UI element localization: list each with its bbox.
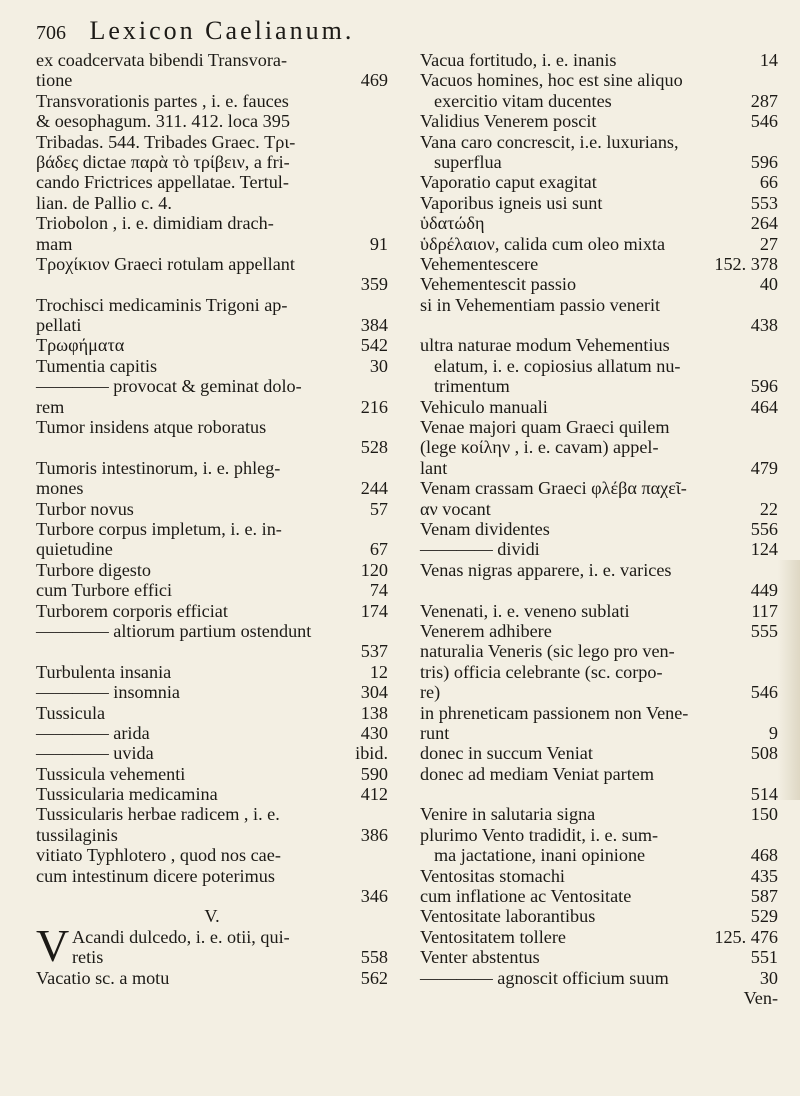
entry-line	[36, 662, 388, 682]
entry-text: ex coadcervata bibendi Transvora-	[36, 50, 288, 70]
entry-page-ref: 124	[750, 539, 778, 560]
entry-page-ref: 590	[360, 763, 388, 784]
entry-text: Vacuos homines, hoc est sine aliquo	[420, 70, 683, 91]
entry-text: Tussicula vehementi	[36, 763, 186, 784]
entry-line	[420, 764, 778, 784]
entry-line	[420, 743, 778, 763]
entry-line	[36, 417, 388, 437]
entry-text: ———— provocat & geminat dolo-	[36, 376, 302, 397]
entry-text: runt	[420, 722, 450, 743]
entry-text: Τροχίκιον Graeci rotulam appellant	[36, 253, 295, 274]
entry-line	[36, 866, 388, 886]
entry-line	[36, 50, 388, 70]
right-column	[420, 50, 778, 1008]
entry-page-ref: 9	[768, 722, 778, 743]
entry-page-ref: ibid.	[355, 743, 388, 764]
entry-line	[36, 111, 388, 131]
entry-text: Tussicularia medicamina	[36, 784, 218, 805]
entry-text: Validius Venerem poscit	[420, 111, 597, 132]
entry-text: mam	[36, 233, 73, 254]
entry-line	[420, 784, 778, 804]
entry-line	[36, 213, 388, 233]
entry-text: Venas nigras apparere, i. e. varices	[420, 559, 672, 580]
entry-line	[420, 152, 778, 172]
entry-line	[36, 703, 388, 723]
entry-line	[36, 845, 388, 865]
entry-line	[420, 886, 778, 906]
entry-text: tussilaginis	[36, 824, 118, 845]
entry-line	[36, 234, 388, 254]
entry-text: tione	[36, 70, 73, 91]
entry-line	[420, 560, 778, 580]
entry-line	[36, 152, 388, 172]
entry-line	[36, 764, 388, 784]
entry-line	[36, 132, 388, 152]
entry-line	[420, 968, 778, 988]
entry-text: Venenati, i. e. veneno sublati	[420, 600, 630, 621]
entry-line	[420, 335, 778, 355]
entry-line	[36, 621, 388, 641]
entry-line	[36, 458, 388, 478]
entry-text: lant	[420, 457, 448, 478]
entry-line	[420, 234, 778, 254]
entry-page-ref: 562	[360, 967, 388, 988]
entry-page-ref: 216	[360, 396, 388, 417]
entry-page-ref: 479	[750, 457, 778, 478]
entry-line	[420, 376, 778, 396]
entry-line	[420, 580, 778, 600]
entry-page-ref: 558	[360, 947, 388, 968]
entry-page-ref: 438	[750, 315, 778, 336]
entry-line	[420, 601, 778, 621]
entry-text: superflua	[434, 151, 502, 172]
entry-text: βάδες dictae παρὰ τὸ τρίβειν, a fri-	[36, 151, 290, 172]
entry-text: cum Turbore effici	[36, 580, 173, 601]
entry-page-ref: 57	[369, 498, 388, 519]
entry-text: mones	[36, 478, 84, 499]
entry-line	[420, 621, 778, 641]
entry-text: donec in succum Veniat	[420, 743, 593, 764]
entry-page-ref: 14	[759, 50, 778, 70]
entry-line	[420, 703, 778, 723]
entry-line	[420, 132, 778, 152]
entry-page-ref: 555	[750, 620, 778, 641]
entry-text: ultra naturae modum Vehementius	[420, 335, 670, 356]
entry-page-ref: 22	[759, 498, 778, 519]
entry-page-ref: 30	[369, 355, 388, 376]
entry-text: Ventositatem tollere	[420, 926, 566, 947]
entry-page-ref: 152. 378	[714, 253, 778, 274]
left-column	[36, 50, 388, 988]
entry-line	[36, 437, 388, 457]
entry-line	[36, 70, 388, 90]
drop-cap-letter: V	[36, 919, 70, 971]
entry-text: Venire in salutaria signa	[420, 804, 596, 825]
page-header	[36, 16, 786, 46]
entry-text: Venam dividentes	[420, 518, 550, 539]
entry-line	[420, 478, 778, 498]
entry-page-ref: 30	[759, 967, 778, 988]
entry-line	[36, 478, 388, 498]
entry-text: ὑδρέλαιον, calida cum oleo mixta	[420, 233, 666, 254]
entry-line	[36, 947, 388, 967]
entry-line	[420, 356, 778, 376]
entry-page-ref: 125. 476	[714, 926, 778, 947]
entry-line	[36, 601, 388, 621]
entry-line	[36, 295, 388, 315]
entry-text: pellati	[36, 315, 82, 336]
entry-page-ref: 74	[369, 580, 388, 601]
entry-line	[36, 315, 388, 335]
page-edge-stain	[778, 560, 800, 800]
entry-text: Venter abstentus	[420, 947, 540, 968]
entry-page-ref: 27	[759, 233, 778, 254]
entry-line	[36, 682, 388, 702]
entry-page-ref: Ven-	[743, 987, 778, 1008]
entry-line	[420, 641, 778, 661]
entry-text: ———— altiorum partium ostendunt	[36, 620, 312, 641]
entry-line	[420, 417, 778, 437]
entry-page-ref: 464	[750, 396, 778, 417]
entry-text: Vacua fortitudo, i. e. inanis	[420, 50, 617, 70]
entry-line	[420, 499, 778, 519]
entry-line	[36, 519, 388, 539]
entry-line	[36, 560, 388, 580]
entry-page-ref: 117	[751, 600, 778, 621]
entry-text: cum inflatione ac Ventositate	[420, 886, 632, 907]
entry-line	[420, 295, 778, 315]
entry-line	[36, 580, 388, 600]
entry-text: Vehementescere	[420, 253, 539, 274]
entry-line	[36, 356, 388, 376]
entry-line	[420, 274, 778, 294]
entry-page-ref: 244	[360, 478, 388, 499]
entry-page-ref: 508	[750, 743, 778, 764]
entry-page-ref: 150	[750, 804, 778, 825]
entry-line	[36, 397, 388, 417]
entry-page-ref: 430	[360, 722, 388, 743]
entry-text: αν vocant	[420, 498, 491, 519]
entry-text: quietudine	[36, 539, 113, 560]
entry-page-ref: 264	[750, 213, 778, 234]
entry-text: Transvorationis partes , i. e. fauces	[36, 90, 289, 111]
entry-page-ref: 468	[750, 845, 778, 866]
entry-text: Turbor novus	[36, 498, 134, 519]
entry-text: Vehementescit passio	[420, 274, 577, 295]
entry-page-ref: 553	[750, 192, 778, 213]
entry-line	[420, 111, 778, 131]
entry-line	[420, 519, 778, 539]
entry-page-ref: 91	[369, 233, 388, 254]
entry-page-ref: 551	[750, 947, 778, 968]
entry-text: vitiato Typhlotero , quod nos cae-	[36, 845, 281, 866]
entry-text: ma jactatione, inani opinione	[434, 845, 646, 866]
entry-page-ref: 542	[360, 335, 388, 356]
entry-text: Vaporibus igneis usi sunt	[420, 192, 603, 213]
entry-text: exercitio vitam ducentes	[434, 90, 612, 111]
entry-line	[36, 825, 388, 845]
entry-line	[420, 906, 778, 926]
entry-line	[36, 723, 388, 743]
entry-line	[36, 906, 388, 926]
entry-line	[420, 682, 778, 702]
entry-line	[420, 988, 778, 1008]
entry-text: ———— agnoscit officium suum	[420, 967, 669, 988]
entry-page-ref: 304	[360, 682, 388, 703]
entry-line	[420, 315, 778, 335]
entry-text: ———— dividi	[420, 539, 540, 560]
entry-text: Venam crassam Graeci φλέβα παχεῖ-	[420, 478, 687, 499]
entry-line	[36, 274, 388, 294]
entry-line	[36, 804, 388, 824]
entry-text: Turbore digesto	[36, 559, 152, 580]
entry-line	[420, 70, 778, 90]
entry-text: rem	[36, 396, 65, 417]
entry-line	[36, 784, 388, 804]
entry-text: Tumoris intestinorum, i. e. phleg-	[36, 457, 281, 478]
entry-page-ref: 40	[759, 274, 778, 295]
entry-page-ref: 537	[360, 641, 388, 662]
entry-text: Ventositas stomachi	[420, 865, 565, 886]
entry-page-ref: 12	[369, 661, 388, 682]
entry-text: Tussicularis herbae radicem , i. e.	[36, 804, 280, 825]
entry-text: V.	[204, 906, 220, 927]
entry-line	[36, 172, 388, 192]
entry-line	[420, 947, 778, 967]
entry-line	[420, 213, 778, 233]
entry-line	[420, 662, 778, 682]
entry-text: cum intestinum dicere poterimus	[36, 865, 275, 886]
entry-text: Tumentia capitis	[36, 355, 158, 376]
entry-text: ———— arida	[36, 722, 150, 743]
entry-text: cando Frictrices appellatae. Tertul-	[36, 172, 289, 193]
entry-page-ref: 287	[750, 90, 778, 111]
page-number: 706	[36, 22, 66, 44]
entry-text: Vacatio sc. a motu	[36, 967, 170, 988]
entry-line	[420, 397, 778, 417]
entry-page-ref: 67	[369, 539, 388, 560]
entry-page-ref: 359	[360, 274, 388, 295]
entry-page-ref: 546	[750, 682, 778, 703]
entry-page-ref: 529	[750, 906, 778, 927]
entry-line	[36, 254, 388, 274]
entry-line	[36, 376, 388, 396]
running-title: Lexicon Caelianum.	[89, 16, 355, 45]
entry-page-ref: 384	[360, 315, 388, 336]
entry-line	[420, 825, 778, 845]
entry-text: Tussicula	[36, 702, 106, 723]
entry-text: Turbore corpus impletum, i. e. in-	[36, 518, 282, 539]
entry-page-ref: 174	[360, 600, 388, 621]
entry-line	[420, 254, 778, 274]
entry-page-ref: 469	[360, 70, 388, 91]
entry-text: Tribadas. 544. Tribades Graec. Τρι-	[36, 131, 296, 152]
entry-line	[36, 968, 388, 988]
entry-text: lian. de Pallio c. 4.	[36, 192, 172, 213]
entry-page-ref: 386	[360, 824, 388, 845]
entry-text: Vaporatio caput exagitat	[420, 172, 597, 193]
entry-text: Turborem corporis efficiat	[36, 600, 228, 621]
entry-line	[420, 804, 778, 824]
entry-page-ref: 596	[750, 376, 778, 397]
entry-text: tris) officia celebrante (sc. corpo-	[420, 661, 663, 682]
entry-page-ref: 66	[759, 172, 778, 193]
entry-line	[36, 91, 388, 111]
entry-page-ref: 120	[360, 559, 388, 580]
entry-text: Vana caro concrescit, i.e. luxurians,	[420, 131, 679, 152]
entry-page-ref: 412	[360, 784, 388, 805]
entry-line	[420, 172, 778, 192]
entry-text: Turbulenta insania	[36, 661, 172, 682]
entry-text: (lege κοίλην , i. e. cavam) appel-	[420, 437, 659, 458]
entry-text: naturalia Veneris (sic lego pro ven-	[420, 641, 675, 662]
entry-line	[36, 335, 388, 355]
entry-text: trimentum	[434, 376, 510, 397]
entry-text: in phreneticam passionem non Vene-	[420, 702, 689, 723]
entry-line	[36, 641, 388, 661]
entry-text: Τρωφήματα	[36, 335, 125, 356]
entry-page-ref: 138	[360, 702, 388, 723]
entry-line	[420, 845, 778, 865]
entry-page-ref: 556	[750, 518, 778, 539]
entry-text: elatum, i. e. copiosius allatum nu-	[434, 355, 681, 376]
entry-line	[420, 539, 778, 559]
entry-line	[420, 91, 778, 111]
entry-text: Tumor insidens atque roboratus	[36, 417, 267, 438]
entry-text: donec ad mediam Veniat partem	[420, 763, 654, 784]
entry-text: Vehiculo manuali	[420, 396, 548, 417]
entry-page-ref: 514	[750, 784, 778, 805]
entry-text: Venerem adhibere	[420, 620, 552, 641]
entry-text: plurimo Vento tradidit, i. e. sum-	[420, 824, 659, 845]
entry-text: Ventositate laborantibus	[420, 906, 596, 927]
entry-line	[420, 50, 778, 70]
entry-text: ὑδατώδη	[420, 213, 485, 234]
entry-line	[36, 886, 388, 906]
entry-text: & oesophagum. 311. 412. loca 395	[36, 111, 290, 132]
entry-page-ref: 449	[750, 580, 778, 601]
entry-page-ref: 346	[360, 886, 388, 907]
entry-line	[420, 458, 778, 478]
entry-line	[36, 539, 388, 559]
entry-text: Trochisci medicaminis Trigoni ap-	[36, 294, 288, 315]
entry-text: Acandi dulcedo, i. e. otii, qui-	[72, 926, 290, 947]
entry-line	[420, 866, 778, 886]
entry-line	[420, 193, 778, 213]
entry-line	[36, 193, 388, 213]
entry-text: retis	[72, 947, 104, 968]
entry-line	[36, 743, 388, 763]
entry-text: ———— uvida	[36, 743, 154, 764]
entry-line	[420, 723, 778, 743]
entry-page-ref: 587	[750, 886, 778, 907]
entry-page-ref: 528	[360, 437, 388, 458]
entry-page-ref: 546	[750, 111, 778, 132]
entry-text: re)	[420, 682, 441, 703]
entry-line	[420, 437, 778, 457]
entry-line	[420, 927, 778, 947]
entry-text: si in Vehementiam passio venerit	[420, 294, 661, 315]
entry-text: ———— insomnia	[36, 682, 180, 703]
entry-page-ref: 435	[750, 865, 778, 886]
entry-line	[36, 499, 388, 519]
entry-text: Triobolon , i. e. dimidiam drach-	[36, 213, 274, 234]
entry-text: Venae majori quam Graeci quilem	[420, 417, 670, 438]
entry-page-ref: 596	[750, 151, 778, 172]
